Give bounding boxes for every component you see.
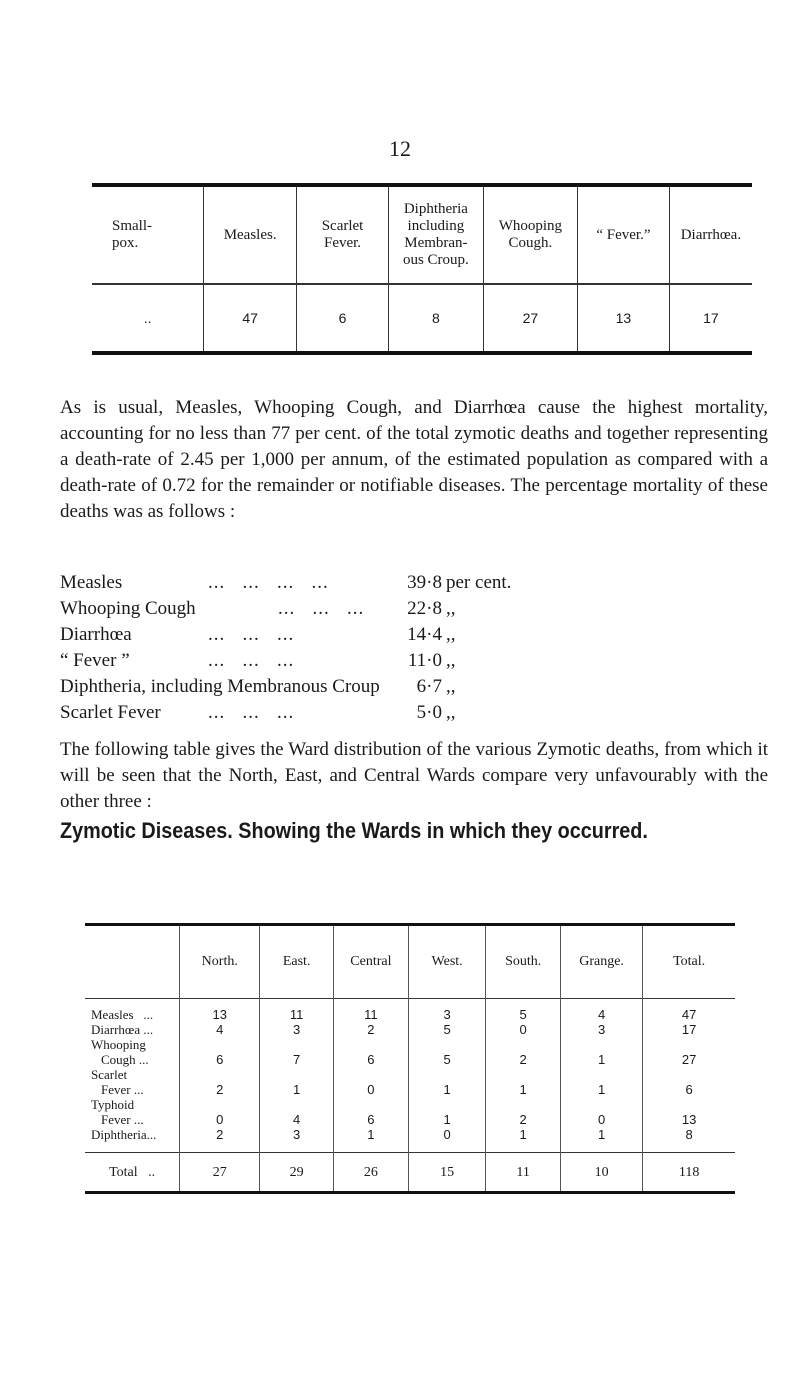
- header-line: Whooping: [498, 218, 563, 234]
- ward-value-cell: 7: [260, 1037, 334, 1067]
- leader-dots: ... ... ...: [208, 702, 295, 723]
- total-value-cell: 11: [486, 1153, 560, 1193]
- ward-value-cell: 3: [408, 999, 486, 1023]
- ward-value-cell: 27: [643, 1037, 735, 1067]
- disease-label-cell: [85, 1037, 180, 1067]
- ward-value-cell: 11: [260, 999, 334, 1023]
- mortality-row: [60, 674, 800, 700]
- total-value-cell: 15: [408, 1153, 486, 1193]
- disease-label-line: Scarlet: [91, 1067, 128, 1082]
- disease-label-line: Measles ...: [91, 1007, 154, 1022]
- summary-header-cell: [204, 185, 297, 284]
- ward-value-cell: 1: [408, 1067, 486, 1097]
- percentage-value: 5·0: [416, 702, 442, 723]
- header-line: Measles.: [223, 226, 277, 243]
- ward-value-cell: 3: [560, 1022, 642, 1037]
- ward-value-cell: 11: [334, 999, 409, 1023]
- summary-header-cell: [92, 185, 204, 284]
- total-value-cell: 29: [260, 1153, 334, 1193]
- disease-name: Diphtheria, including Membranous Croup: [60, 676, 380, 697]
- summary-value-cell: 47: [204, 284, 297, 353]
- ward-value-cell: 2: [334, 1022, 409, 1037]
- leader-dots: ... ... ...: [208, 650, 295, 671]
- ward-header-cell: Total.: [643, 925, 735, 999]
- percentage-value: 14·4: [407, 624, 442, 645]
- header-line: Scarlet: [321, 218, 364, 234]
- ward-value-cell: 1: [560, 1127, 642, 1153]
- page-number: 12: [389, 136, 411, 161]
- ward-value-cell: 0: [560, 1097, 642, 1127]
- disease-label-cell: [85, 1097, 180, 1127]
- ward-distribution-paragraph: The following table gives the Ward distribution of the various Zymotic deaths, from which it will be seen that the North, East, and Central Wards compare very unfavourably with the other three :: [60, 739, 768, 812]
- disease-name: Diarrhœa: [60, 624, 132, 645]
- ward-value-cell: 4: [180, 1022, 260, 1037]
- disease-label-cell: [85, 999, 180, 1023]
- ward-value-cell: 4: [260, 1097, 334, 1127]
- percentage-unit: ,,: [446, 676, 456, 697]
- total-value-cell: 118: [643, 1153, 735, 1193]
- ward-distribution-table: [85, 923, 735, 1194]
- percentage-value: 39·8: [407, 572, 442, 593]
- summary-value-cell: 6: [296, 284, 388, 353]
- ward-value-cell: 3: [260, 1127, 334, 1153]
- ward-value-cell: 0: [334, 1067, 409, 1097]
- summary-value-cell: 27: [483, 284, 577, 353]
- header-line: including: [407, 218, 465, 234]
- ward-value-cell: 1: [408, 1097, 486, 1127]
- percentage-value: 11·0: [407, 650, 442, 671]
- summary-value-cell: 13: [578, 284, 670, 353]
- disease-label-line: Fever ...: [101, 1082, 144, 1097]
- table-row: [85, 1067, 735, 1097]
- ward-value-cell: 47: [643, 999, 735, 1023]
- ward-value-cell: 17: [643, 1022, 735, 1037]
- disease-name: Measles: [60, 572, 123, 593]
- ward-value-cell: 1: [560, 1067, 642, 1097]
- disease-name: Whooping Cough: [60, 598, 196, 619]
- header-line: Small-: [112, 218, 152, 234]
- disease-label-cell: [85, 1022, 180, 1037]
- table-row: [85, 1097, 735, 1127]
- disease-name: Scarlet Fever: [60, 702, 161, 723]
- ward-value-cell: 13: [180, 999, 260, 1023]
- leader-dots: ... ... ...: [278, 598, 365, 619]
- ward-header-cell: Central: [334, 925, 409, 999]
- zymotic-deaths-summary-table: [92, 183, 752, 355]
- mortality-row: [60, 648, 800, 674]
- ward-header-cell: North.: [180, 925, 260, 999]
- ward-total-row: [85, 1153, 735, 1193]
- mortality-paragraph: As is usual, Measles, Whooping Cough, and Diarrhœa cause the highest mortality, accounting for no less than 77 per cent. of the total zymotic deaths and together representing a death-rate of 2.45 per 1,000 per annum, of the estimated population as compared with a death-rate of 0.72 for the remainder or notifiable diseases. The percentage mortality of these deaths was as follows :: [60, 397, 768, 522]
- ward-value-cell: 2: [486, 1097, 560, 1127]
- ward-value-cell: 3: [260, 1022, 334, 1037]
- ward-value-cell: 2: [486, 1037, 560, 1067]
- ward-header-cell: South.: [486, 925, 560, 999]
- header-line: Fever.: [323, 235, 362, 251]
- header-line: pox.: [112, 235, 139, 251]
- ward-value-cell: 1: [260, 1067, 334, 1097]
- ward-value-cell: 13: [643, 1097, 735, 1127]
- percentage-unit: ,,: [446, 650, 456, 671]
- disease-label-line: Diarrhœa ...: [91, 1022, 154, 1037]
- summary-header-row: [92, 185, 752, 284]
- percentage-unit: ,,: [446, 598, 456, 619]
- header-line: “ Fever.”: [596, 226, 651, 243]
- ward-value-cell: 1: [486, 1067, 560, 1097]
- mortality-row: [60, 700, 800, 726]
- table-row: [85, 1127, 735, 1153]
- ward-value-cell: 1: [486, 1127, 560, 1153]
- header-line: ous Croup.: [402, 252, 469, 268]
- ward-value-cell: 8: [643, 1127, 735, 1153]
- total-value-cell: 10: [560, 1153, 642, 1193]
- summary-value-cell: ..: [92, 284, 204, 353]
- summary-header-cell: [389, 185, 484, 284]
- summary-values-row: [92, 284, 752, 353]
- header-line: Cough.: [508, 235, 553, 251]
- ward-value-cell: 6: [334, 1097, 409, 1127]
- ward-value-cell: 0: [486, 1022, 560, 1037]
- summary-header-cell: [669, 185, 752, 284]
- ward-value-cell: 2: [180, 1067, 260, 1097]
- header-line: Membran-: [404, 235, 468, 251]
- percentage-unit: ,,: [446, 702, 456, 723]
- disease-label-line: Whooping: [91, 1037, 146, 1052]
- summary-header-cell: [578, 185, 670, 284]
- percentage-value: 6·7: [416, 676, 442, 697]
- percentage-unit: per cent.: [446, 572, 512, 593]
- ward-value-cell: 0: [180, 1097, 260, 1127]
- mortality-percentage-list: [60, 570, 800, 726]
- percentage-unit: ,,: [446, 624, 456, 645]
- disease-label-line: Cough ...: [101, 1052, 149, 1067]
- ward-header-cell: Grange.: [560, 925, 642, 999]
- header-line: Diarrhœa.: [680, 226, 742, 243]
- header-line: Diphtheria: [403, 201, 468, 217]
- summary-value-cell: 8: [389, 284, 484, 353]
- mortality-row: [60, 570, 800, 596]
- leader-dots: ... ... ... ...: [208, 572, 329, 593]
- ward-value-cell: 1: [560, 1037, 642, 1067]
- mortality-row: [60, 596, 800, 622]
- disease-label-line: Diphtheria...: [91, 1127, 157, 1142]
- ward-value-cell: 5: [408, 1022, 486, 1037]
- table-row: [85, 999, 735, 1023]
- total-label-cell: Total ..: [85, 1153, 180, 1193]
- summary-header-cell: [296, 185, 388, 284]
- disease-label-cell: [85, 1127, 180, 1153]
- ward-header-cell: [85, 925, 180, 999]
- disease-label-line: Fever ...: [101, 1112, 144, 1127]
- ward-header-row: [85, 925, 735, 999]
- ward-value-cell: 6: [643, 1067, 735, 1097]
- leader-dots: ... ... ...: [208, 624, 295, 645]
- ward-value-cell: 4: [560, 999, 642, 1023]
- disease-label-cell: [85, 1067, 180, 1097]
- ward-header-cell: West.: [408, 925, 486, 999]
- ward-value-cell: 5: [486, 999, 560, 1023]
- percentage-value: 22·8: [407, 598, 442, 619]
- table-row: [85, 1037, 735, 1067]
- table-row: [85, 1022, 735, 1037]
- summary-header-cell: [483, 185, 577, 284]
- summary-value-cell: 17: [669, 284, 752, 353]
- total-value-cell: 26: [334, 1153, 409, 1193]
- total-value-cell: 27: [180, 1153, 260, 1193]
- mortality-row: [60, 622, 800, 648]
- ward-value-cell: 1: [334, 1127, 409, 1153]
- ward-value-cell: 0: [408, 1127, 486, 1153]
- disease-name: “ Fever ”: [60, 650, 130, 671]
- ward-value-cell: 6: [180, 1037, 260, 1067]
- ward-value-cell: 2: [180, 1127, 260, 1153]
- ward-value-cell: 5: [408, 1037, 486, 1067]
- section-heading: Zymotic Diseases. Showing the Wards in which they occurred.: [60, 818, 648, 843]
- disease-label-line: Typhoid: [91, 1097, 135, 1112]
- ward-header-cell: East.: [260, 925, 334, 999]
- ward-value-cell: 6: [334, 1037, 409, 1067]
